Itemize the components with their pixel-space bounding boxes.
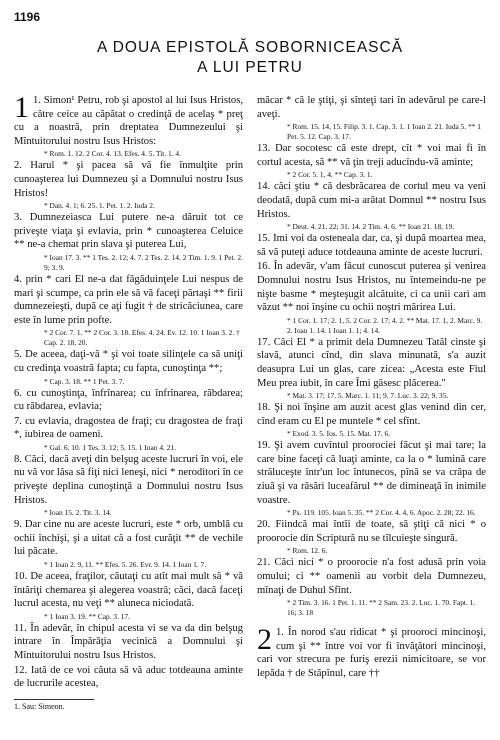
cross-reference: * 2 Cor. 7. 1. ** 2 Cor. 3. 18. Efes. 4. 24. Ev. 12. 10. 1 Ioan 3. 2. † Cap. 2. 18, 20. [44,328,240,348]
cross-reference: * 2 Tim. 3. 16. 1 Pet. 1. 11. ** 2 Sam. 23. 2. Luc. 1. 70. Fapt. 1. 16; 3. 18 [287,598,476,618]
cross-reference: * Exod. 3. 5. Ios. 5. 15. Mat. 17. 6. [287,429,391,439]
cross-reference: * Ioan 17. 3. ** 1 Tes. 2. 12; 4. 7. 2 Tes. 2. 14. 2 Tim. 1. 9. 1 Pet. 2. 9; 3. 9. [44,252,243,272]
cross-reference: * 1 Ioan 2. 9, 11. ** Efes. 5. 26. Evr. 9. 14. 1 Ioan 1. 7. [44,560,207,570]
footnote-divider [14,699,94,700]
verse-text: 9. Dar cine nu are aceste lucruri, este * orb, umblă cu ochii închişi, şi a uitat că a fost curăţit ** de vechile lui păcate. [14,519,243,558]
verse-text: 8. Căci, dacă aveţi din belşug aceste lucruri în voi, ele nu vă vor lăsa să fiţi nici leneşi, nici * neroditori în ce priveşte deplina cunoştinţă a Domnului nostru Isus Hristos. [14,453,243,506]
verse-text: 10. De aceea, fraţilor, căutaţi cu atît mai mult să * vă întăriţi chemarea şi alegerea voastră; căci, dacă faceţi lucrul acesta, nu veţi ** aluneca niciodată. [14,571,243,610]
cross-reference: * 1 Ioan 3. 19. ** Cap. 3. 17. [44,611,131,621]
cross-reference: * Ps. 119. 105. Ioan 5. 35. ** 2 Cor. 4. 4, 6. Apoc. 2. 28; 22. 16. [287,508,476,518]
cross-reference: * Mat. 3. 17; 17. 5. Marc. 1. 11; 9. 7. Luc. 3. 22; 9. 35. [287,391,449,401]
cross-reference: * Rom. 12. 6. [287,546,328,556]
verse-text: 2. Harul * şi pacea să vă fie înmulţite prin cunoaşterea lui Dumnezeu şi a Domnului nostru Isus Hristos! [14,160,243,199]
verse-text: 11. În adevăr, în chipul acesta vi se va da din belşug intrare în Împărăţia vecinică a Domnului şi Mîntuitorului nostru Isus Hristos. [14,622,243,661]
book-title-line1: A DOUA EPISTOLĂ SOBORNICEASCĂ [96,39,404,56]
verse-text: măcar * că le ştiţi, şi sînteţi tari în adevărul pe care-l aveţi. [257,95,486,120]
left-column [14,91,243,712]
right-column-verses [257,94,486,618]
verse-text: 21. Căci nici * o proorocie n'a fost adusă prin voia omului; ci ** oamenii au vorbit dela Dumnezeu, mînaţi de Duhul Sfînt. [257,557,486,596]
verse-text: 17. Căci El * a primit dela Dumnezeu Tatăl cinste şi slavă, atunci cînd, din slava minunată, s'a auzit deasupra Lui un glas, care zicea: „Acesta este Fiul Meu prea iubit, în care Îmi găsesc plăcerea." [257,336,486,389]
chapter-number: 2 [257,623,272,657]
verse-text: 1. Simon¹ Petru, rob şi apostol al lui Isus Hristos, către ceice au căpătat o credinţă de acelaş * preţ cu a noastră, prin dreptatea Dumnezeului şi Mîntuitorului nostru Isus Hristos: [14,95,243,147]
chapter-gap [257,618,486,626]
footnote: 1. Sau: Simeon. [14,701,65,711]
verse-text: 15. Imi voi da osteneala dar, ca, şi după moartea mea, să vă puteţi aduce totdeauna aminte de aceste lucruri. [257,233,486,258]
verse-text: 14. căci ştiu * că desbrăcarea de cortul meu va veni deodată, după cum mi-a arătat Domnul ** nostru Isus Hristos. [257,181,486,220]
left-column-verses [14,91,243,691]
verse-text: 7. cu evlavia, dragostea de fraţi; cu dragostea de fraţi *, iubirea de oameni. [14,415,243,441]
cross-reference: * Gal. 6. 10. 1 Tes. 3. 12; 5. 15. 1 Ioan 4. 21. [44,442,176,452]
verse-text: 19. Şi avem cuvîntul proorociei făcut şi mai tare; la care bine faceţi că luaţi aminte, ca la o * lumină care străluceşte într'un loc întunecos, pînă se va crăpa de ziuă şi va răsări luceafărul ** de dimineaţă în inimile voastre. [257,440,486,506]
verse-text: 20. Fiindcă mai întîi de toate, să ştiţi că nici * o proorocie din Scriptură nu se tîlcuieşte singură. [257,519,486,544]
verse-text: 4. prin * cari El ne-a dat făgăduinţele Lui nespus de mari şi scumpe, ca prin ele să vă faceţi părtaşi ** firii dumnezeieşti, după ce aţi fugit † de stricăciunea, care este în lume prin pofte. [14,273,243,326]
cross-reference: * Ioan 15. 2. Tit. 3. 14. [44,508,112,518]
right-column [257,94,486,712]
verse-text: 16. În adevăr, v'am făcut cunoscut puterea şi venirea Domnului nostru Isus Hristos, nu întemeindu-ne pe nişte basme * meşteşugit alcătuite, ci ca unii cari am văzut ** noi înşine cu ochii noştri mărirea Lui. [257,261,486,314]
book-title [14,38,486,78]
cross-reference: * Deut. 4. 21, 22; 31. 14. 2 Tim. 4. 6. ** Ioan 21. 18, 19. [287,222,455,232]
verse-text: 6. cu cunoştinţa, înfrînarea; cu înfrînarea, răbdarea; cu răbdarea, evlavia; [14,387,243,413]
cross-reference: * Dan. 4. 1; 6. 25. 1. Pet. 1. 2. Iuda 2. [44,201,155,211]
chapter2-verse1 [257,623,486,680]
verse-text: 12. Iată de ce voi căuta să vă aduc totdeauna aminte de lucrurile acestea, [14,664,243,690]
cross-reference: * Rom. 1. 12. 2 Cor. 4. 13. Efes. 4. 5. Tit. 1. 4. [44,149,181,159]
verse-text: 18. Şi noi înşine am auzit acest glas venind din cer, cînd eram cu El pe muntele * cel sfînt. [257,402,486,427]
verse-text: 3. Dumnezeiasca Lui putere ne-a dăruit tot ce priveşte viaţa şi evlavia, prin * cunoaşterea Celuice ** ne-a chemat prin slava şi puterea Lui, [14,212,243,251]
page-number: 1196 [14,10,41,24]
verse-text: 1. În norod s'au ridicat * şi prooroci mincinoşi, cum şi ** între voi vor fi învăţători mincinoşi, cari vor strecura pe furiş erezii nimicitoare, se vor lepăda † de Stăpînul, care †† [257,627,486,679]
verse-text: 5. De aceea, daţi-vă * şi voi toate silinţele ca să uniţi cu credinţa voastră fapta; cu fapta, cunoştinţa **; [14,349,243,374]
text-columns [14,91,486,712]
chapter-number: 1 [14,91,29,124]
book-title-line2: A LUI PETRU [197,59,303,76]
verse-text: 13. Dar socotesc că este drept, cît * voi mai fi în cortul acesta, să ** vă ţin treji aducîndu-vă aminte; [257,143,486,168]
cross-reference: * 2 Cor. 5. 1, 4. ** Cap. 3. 1. [287,170,373,180]
cross-reference: * Rom. 15. 14, 15. Filip. 3. 1. Cap. 3. 1. 1 Ioan 2. 21. Iuda 5. ** 1 Pet. 5. 12. Cap. 3. 17. [287,122,481,142]
cross-reference: * Cap. 3. 18. ** 1 Pet. 3. 7. [44,376,125,386]
cross-reference: * 1 Cor. 1. 17; 2. 1, 5. 2 Cor. 2. 17; 4. 2. ** Mat. 17. 1, 2. Marc. 9. 2. Ioan 1. 14. 1 Ioan 1. 1; 4. 14. [287,315,483,335]
